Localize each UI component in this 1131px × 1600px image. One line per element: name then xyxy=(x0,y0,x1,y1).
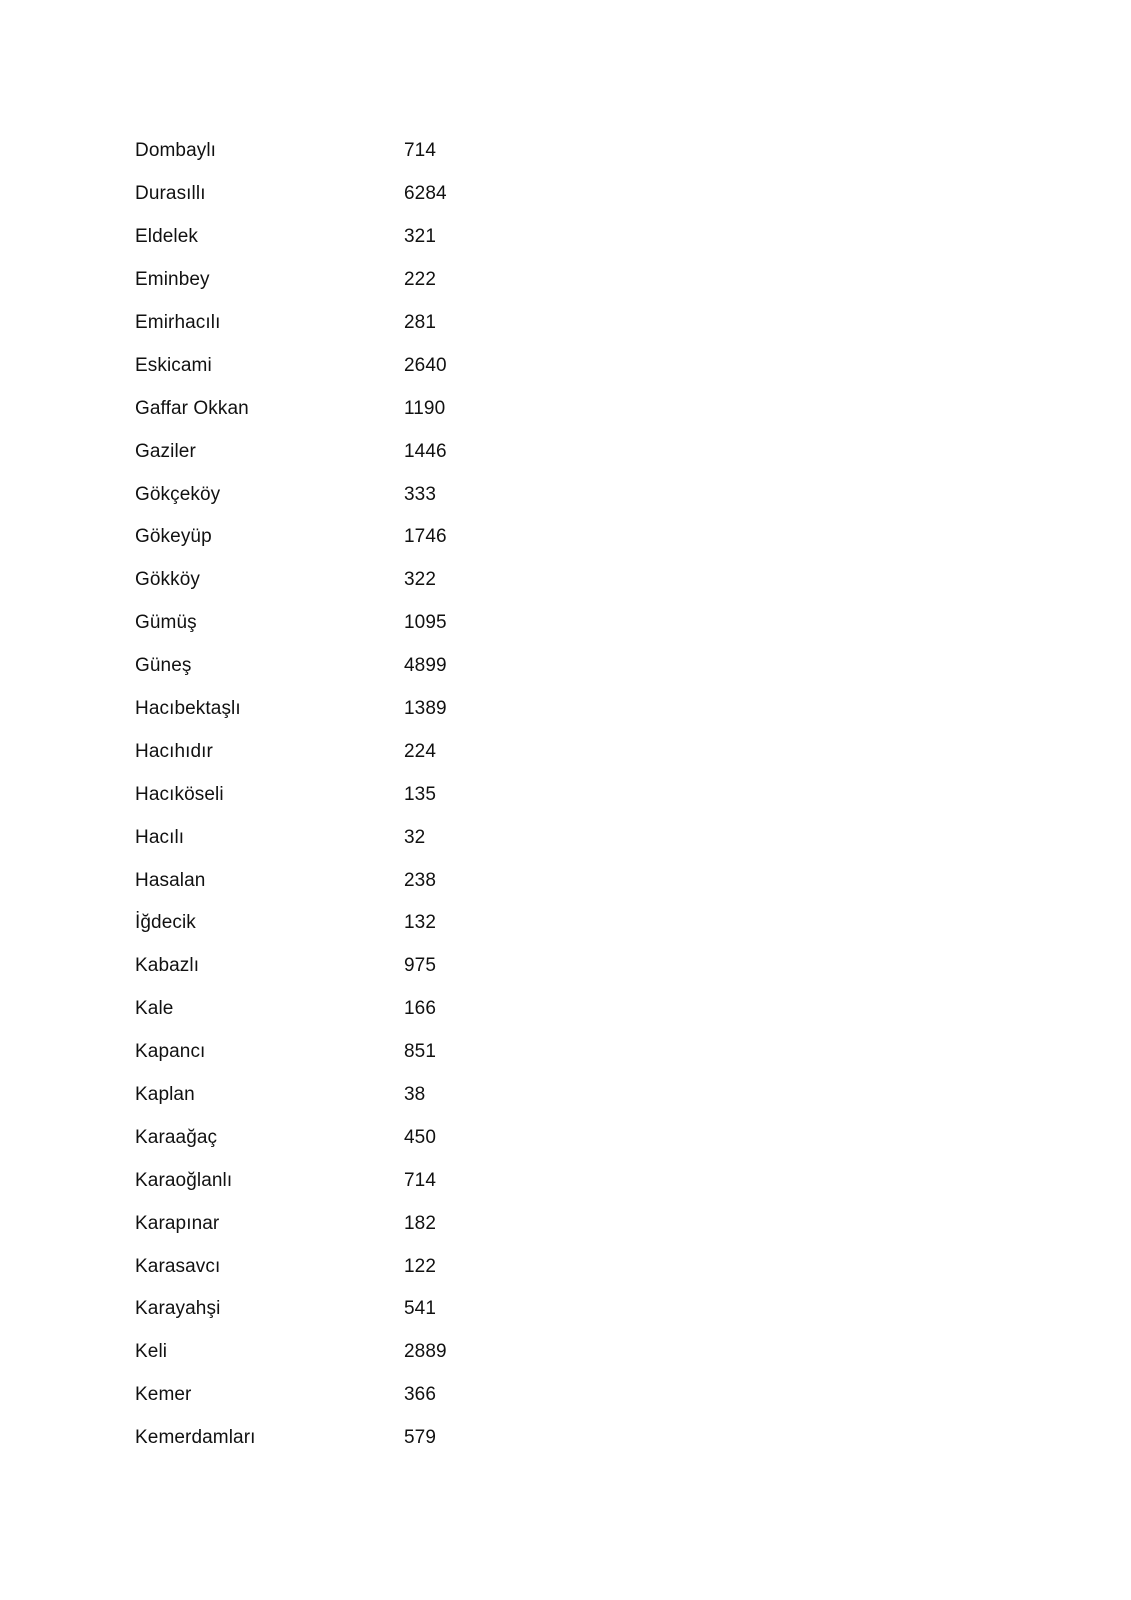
place-name: Kapancı xyxy=(135,1041,206,1063)
place-name: Karasavcı xyxy=(135,1255,221,1277)
place-count: 281 xyxy=(404,312,437,333)
list-row xyxy=(135,1031,635,1074)
place-name: Karaoğlanlı xyxy=(135,1169,233,1191)
list-row xyxy=(135,1288,635,1331)
place-name: Kemer xyxy=(135,1384,192,1406)
list-row xyxy=(135,773,635,816)
place-name: Karapınar xyxy=(135,1212,220,1234)
place-name: Karayahşi xyxy=(135,1298,221,1320)
place-name: Hasalan xyxy=(135,869,206,891)
place-count: 714 xyxy=(404,140,437,162)
place-name: Emirhacılı xyxy=(135,312,221,333)
place-name: Karaağaç xyxy=(135,1126,218,1148)
place-name: Güneş xyxy=(135,655,192,677)
list-row xyxy=(135,473,635,516)
place-count: 366 xyxy=(404,1384,437,1406)
list-row xyxy=(135,130,635,173)
place-name: Eldelek xyxy=(135,226,199,248)
place-name: Hacıköseli xyxy=(135,783,224,805)
list-row xyxy=(135,816,635,859)
list-row xyxy=(135,688,635,731)
place-name: Eminbey xyxy=(135,269,210,291)
list-row xyxy=(135,1159,635,1202)
place-count: 450 xyxy=(404,1126,437,1148)
list-row xyxy=(135,1202,635,1245)
place-name: Eskicami xyxy=(135,354,212,376)
list-row xyxy=(135,1074,635,1117)
place-name: Gaffar Okkan xyxy=(135,397,249,419)
place-count: 714 xyxy=(404,1169,437,1191)
place-name: Keli xyxy=(135,1341,168,1363)
list-row xyxy=(135,216,635,259)
place-count: 1190 xyxy=(404,397,446,419)
list-row xyxy=(135,559,635,602)
place-count: 1389 xyxy=(404,698,447,720)
list-row xyxy=(135,516,635,559)
list-row xyxy=(135,1245,635,1288)
place-name: Gökköy xyxy=(135,569,201,591)
list-row xyxy=(135,1116,635,1159)
list-row xyxy=(135,430,635,473)
place-name: Hacılı xyxy=(135,826,185,848)
place-count: 38 xyxy=(404,1084,426,1106)
place-count: 238 xyxy=(404,869,437,891)
place-count: 579 xyxy=(404,1427,437,1449)
place-count: 2640 xyxy=(404,354,447,376)
place-count: 166 xyxy=(404,998,437,1020)
place-count: 2889 xyxy=(404,1341,447,1363)
list-row xyxy=(135,945,635,988)
place-count: 4899 xyxy=(404,655,447,677)
place-name: Kaplan xyxy=(135,1084,195,1106)
place-count: 135 xyxy=(404,783,437,805)
place-name: Kale xyxy=(135,998,174,1020)
place-name: Kabazlı xyxy=(135,955,200,977)
list-row xyxy=(135,645,635,688)
place-count: 132 xyxy=(404,912,437,934)
list-row xyxy=(135,387,635,430)
place-count: 322 xyxy=(404,569,437,591)
place-count: 182 xyxy=(404,1212,437,1234)
list-row xyxy=(135,173,635,216)
place-name: Gümüş xyxy=(135,612,197,634)
place-name: İğdecik xyxy=(135,912,196,934)
place-name: Hacıhıdır xyxy=(135,740,213,762)
place-count: 333 xyxy=(404,483,437,505)
place-name: Kemerdamları xyxy=(135,1427,256,1449)
place-count: 1446 xyxy=(404,440,447,462)
list-row xyxy=(135,1374,635,1417)
list-row xyxy=(135,730,635,773)
list-row xyxy=(135,859,635,902)
place-count: 32 xyxy=(404,826,426,848)
place-count: 1746 xyxy=(404,526,447,548)
place-count: 122 xyxy=(404,1255,437,1277)
list-row xyxy=(135,259,635,302)
list-row xyxy=(135,902,635,945)
place-name: Gökçeköy xyxy=(135,483,221,505)
list-row xyxy=(135,1331,635,1374)
place-name: Gökeyüp xyxy=(135,526,212,548)
place-count: 224 xyxy=(404,740,437,762)
list-row xyxy=(135,344,635,387)
place-count: 222 xyxy=(404,269,437,291)
place-count: 851 xyxy=(404,1041,437,1063)
list-row xyxy=(135,1417,635,1460)
list-row xyxy=(135,602,635,645)
place-name: Gaziler xyxy=(135,440,196,462)
place-count: 975 xyxy=(404,955,437,977)
list-row xyxy=(135,302,635,345)
place-name: Dombaylı xyxy=(135,140,217,162)
place-count: 6284 xyxy=(404,183,447,205)
place-count: 321 xyxy=(404,226,437,248)
list-row xyxy=(135,988,635,1031)
place-name: Durasıllı xyxy=(135,183,206,205)
place-name: Hacıbektaşlı xyxy=(135,698,241,720)
place-count: 541 xyxy=(404,1298,437,1320)
village-list xyxy=(135,130,635,1460)
place-count: 1095 xyxy=(404,612,447,634)
